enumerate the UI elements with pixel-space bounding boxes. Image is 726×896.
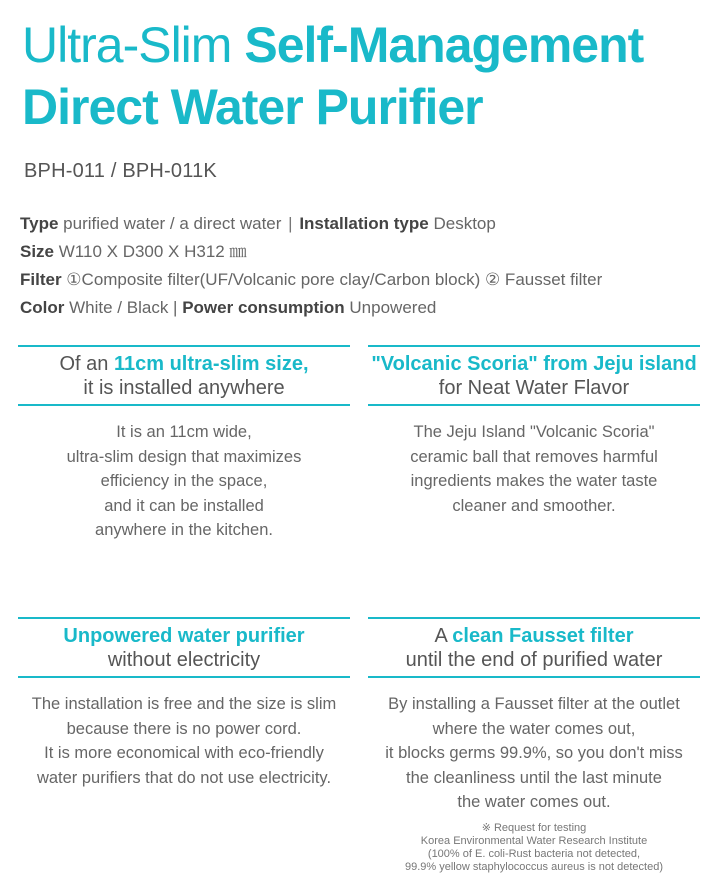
feature-heading (368, 617, 700, 678)
feature-text-line: because there is no power cord. (66, 719, 302, 738)
feature-heading-prefix: Of an (59, 353, 114, 375)
feature-volcanic-scoria (368, 345, 700, 518)
note-line: (100% of E. coli-Rust bacteria not detected, (427, 848, 641, 860)
feature-heading-accent: "Volcanic Scoria" from Jeju island (371, 353, 697, 375)
feature-heading-line2: until the end of purified water (405, 649, 663, 671)
spec-power-label: Power consumption (182, 298, 345, 317)
feature-fausset-filter (368, 617, 700, 815)
feature-heading-line2: for Neat Water Flavor (438, 377, 630, 399)
spec-line-color (20, 294, 720, 322)
spec-filter-value: ①Composite filter(UF/Volcanic pore clay/Carbon block) ② Fausset filter (66, 270, 603, 289)
model-number: BPH-011 / BPH-011K (24, 160, 217, 182)
feature-text-line: anywhere in the kitchen. (95, 521, 273, 539)
spec-separator: | (288, 214, 293, 233)
spec-power-value: Unpowered (349, 298, 437, 317)
feature-text-line: The installation is free and the size is slim (31, 695, 337, 713)
spec-list (20, 210, 720, 322)
feature-heading-prefix: A (434, 625, 453, 647)
spec-line-size (20, 238, 720, 266)
title-bold-2: Direct Water Purifier (22, 79, 483, 135)
product-title (22, 14, 722, 138)
feature-text-line: ultra-slim design that maximizes (66, 447, 302, 466)
feature-text-line: where the water comes out, (432, 719, 636, 738)
feature-text-line: and it can be installed (104, 496, 264, 515)
feature-text-line: By installing a Fausset filter at the outlet (388, 695, 680, 713)
feature-heading (18, 345, 350, 406)
title-light: Ultra-Slim (22, 17, 232, 73)
spec-color-label: Color (20, 298, 65, 317)
feature-slim-size (18, 345, 350, 543)
testing-note (368, 822, 700, 874)
feature-description (368, 420, 700, 518)
feature-description (18, 692, 350, 790)
spec-line-filter (20, 266, 720, 294)
note-line: ※ Request for testing (481, 822, 587, 834)
title-bold-1: Self-Management (244, 17, 644, 73)
feature-text-line: The Jeju Island "Volcanic Scoria" (413, 423, 655, 441)
spec-filter-label: Filter (20, 270, 62, 289)
feature-heading-accent: 11cm ultra-slim size, (113, 353, 309, 375)
feature-text-line: water purifiers that do not use electricity. (36, 768, 332, 787)
spec-type-value: purified water / a direct water (63, 214, 282, 233)
feature-text-line: cleaner and smoother. (452, 496, 616, 515)
feature-text-line: efficiency in the space, (100, 472, 268, 490)
feature-text-line: It is more economical with eco-friendly (44, 744, 324, 762)
spec-installation-value: Desktop (433, 214, 496, 233)
feature-text-line: the water comes out. (457, 793, 611, 811)
feature-unpowered (18, 617, 350, 790)
feature-heading-line2: without electricity (107, 649, 261, 671)
feature-text-line: It is an 11cm wide, (116, 423, 252, 441)
spec-installation-label: Installation type (299, 214, 429, 233)
feature-text-line: ingredients makes the water taste (410, 472, 658, 490)
note-line: Korea Environmental Water Research Institute (420, 835, 648, 847)
feature-heading (368, 345, 700, 406)
feature-description (368, 692, 700, 815)
feature-heading-accent: clean Fausset filter (452, 625, 634, 647)
spec-type-label: Type (20, 214, 59, 233)
spec-line-type (20, 210, 720, 238)
note-line: 99.9% yellow staphylococcus aureus is not detected) (404, 861, 664, 873)
feature-text-line: ceramic ball that removes harmful (410, 447, 658, 466)
feature-heading-line2: it is installed anywhere (83, 377, 285, 399)
feature-text-line: the cleanliness until the last minute (406, 768, 662, 787)
spec-size-label: Size (20, 242, 55, 261)
feature-text-line: it blocks germs 99.9%, so you don't miss (385, 744, 683, 762)
spec-color-value: White / Black | (69, 298, 178, 317)
feature-heading (18, 617, 350, 678)
spec-size-value: W110 X D300 X H312 ㎜ (58, 242, 247, 261)
feature-description (18, 420, 350, 543)
feature-heading-accent: Unpowered water purifier (63, 625, 305, 647)
